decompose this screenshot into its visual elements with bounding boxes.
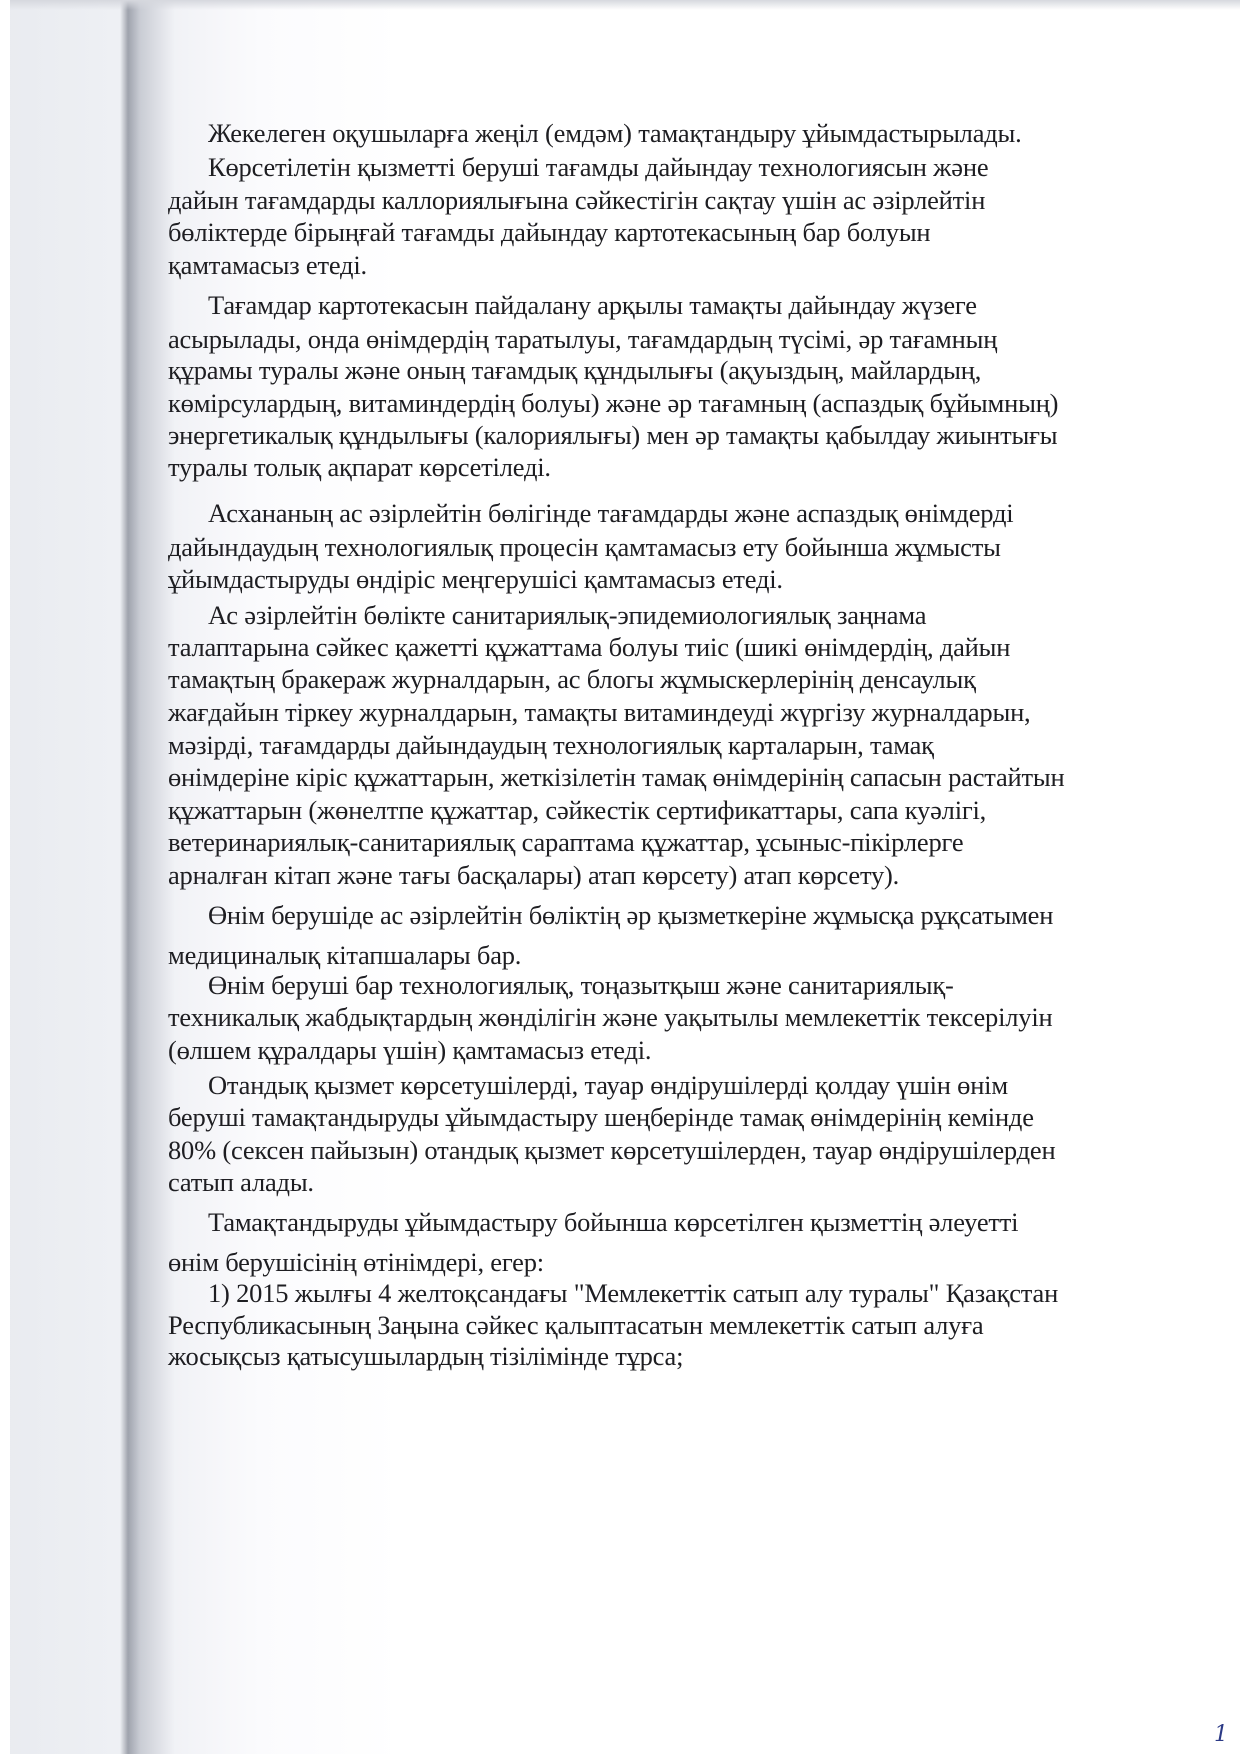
text-line: талаптарына сәйкес қажетті құжаттама болуы тиіс (шикі өнімдердің, дайын — [168, 632, 1011, 662]
text-line: арналған кітап және тағы басқалары) атап көрсету) атап көрсету). — [168, 860, 900, 890]
text-line: 80% (сексен пайызын) отандық қызмет көрсетушілерден, тауар өндірушілерден — [168, 1135, 1056, 1165]
text-line: Ас әзірлейтін бөлікте санитариялық-эпидемиологиялық заңнама — [208, 600, 927, 630]
text-line: көмірсулардың, витаминдердің болуы) және әр тағамның (аспаздық бұйымның) — [168, 388, 1059, 418]
page-top-shadow — [10, 0, 1240, 10]
text-line: ұйымдастыруды өндіріс меңгерушісі қамтамасыз етеді. — [168, 564, 783, 594]
text-line: бөліктерде бірыңғай тағамды дайындау картотекасының бар болуын — [168, 217, 931, 247]
text-line: ветеринариялық-санитариялық сараптама құжаттар, ұсыныс-пікірлерге — [168, 827, 964, 857]
text-line: тамақтың бракераж журналдарын, ас блогы жұмыскерлерінің денсаулық — [168, 664, 976, 694]
text-line: мәзірді, тағамдарды дайындаудың технологиялық карталарын, тамақ — [168, 730, 934, 760]
text-line: медициналық кітапшалары бар. — [168, 940, 522, 970]
text-line: дайындаудың технологиялық процесін қамтамасыз ету бойынша жұмысты — [168, 532, 1001, 562]
text-line: Республикасының Заңына сәйкес қалыптасатын мемлекеттік сатып алуға — [168, 1310, 984, 1340]
text-line: өнім берушісінің өтінімдері, егер: — [168, 1247, 544, 1277]
text-line: туралы толық ақпарат көрсетіледі. — [168, 452, 551, 482]
text-line: сатып алады. — [168, 1167, 314, 1197]
text-line: Жекелеген оқушыларға жеңіл (емдәм) тамақтандыру ұйымдастырылады. — [208, 118, 1022, 148]
text-line: Өнім беруші бар технологиялық, тоңазытқыш және санитариялық- — [208, 970, 954, 1000]
text-line: Отандық қызмет көрсетушілерді, тауар өндірушілерді қолдау үшін өнім — [208, 1070, 1008, 1100]
text-line: Өнім берушіде ас әзірлейтін бөліктің әр қызметкеріне жұмысқа рұқсатымен — [208, 900, 1054, 930]
text-line: техникалық жабдықтардың жөнділігін және уақытылы мемлекеттік тексерілуін — [168, 1002, 1053, 1032]
text-line: құрамы туралы және оның тағамдық құндылығы (ақуыздың, майлардың, — [168, 355, 982, 385]
text-line: Көрсетілетін қызметті беруші тағамды дайындау технологиясын және — [208, 152, 989, 182]
text-line: энергетикалық құндылығы (калориялығы) мен әр тамақты қабылдау жиынтығы — [168, 420, 1058, 450]
text-line: (өлшем құралдары үшін) қамтамасыз етеді. — [168, 1035, 652, 1065]
text-line: асырылады, онда өнімдердің таратылуы, тағамдардың түсімі, әр тағамның — [168, 324, 998, 354]
page-left-edge — [0, 0, 10, 1754]
adjacent-page-bleed — [10, 125, 122, 1515]
text-line: құжаттарын (жөнелтпе құжаттар, сәйкестік сертификаттары, сапа куәлігі, — [168, 795, 987, 825]
text-line: жағдайын тіркеу журналдарын, тамақты витаминдеуді жүргізу журналдарын, — [168, 697, 1031, 727]
text-line: 1) 2015 жылғы 4 желтоқсандағы "Мемлекеттік сатып алу туралы" Қазақстан — [208, 1278, 1059, 1308]
text-line: өнімдеріне кіріс құжаттарын, жеткізілетін тамақ өнімдерінің сапасын растайтын — [168, 762, 1065, 792]
text-line: дайын тағамдарды каллориялығына сәйкестігін сақтау үшін ас әзірлейтін — [168, 185, 986, 215]
text-line: Тағамдар картотекасын пайдалану арқылы тамақты дайындау жүзеге — [208, 290, 977, 320]
text-line: Тамақтандыруды ұйымдастыру бойынша көрсетілген қызметтің әлеуетті — [208, 1207, 1019, 1237]
page-number: 1 — [1214, 1722, 1228, 1747]
text-line: жосықсыз қатысушылардың тізілімінде тұрса; — [168, 1341, 684, 1371]
text-line: Асхананың ас әзірлейтін бөлігінде тағамдарды және аспаздық өнімдерді — [208, 498, 1014, 528]
text-line: беруші тамақтандыруды ұйымдастыру шеңберінде тамақ өнімдерінің кемінде — [168, 1102, 1034, 1132]
text-line: қамтамасыз етеді. — [168, 250, 367, 280]
